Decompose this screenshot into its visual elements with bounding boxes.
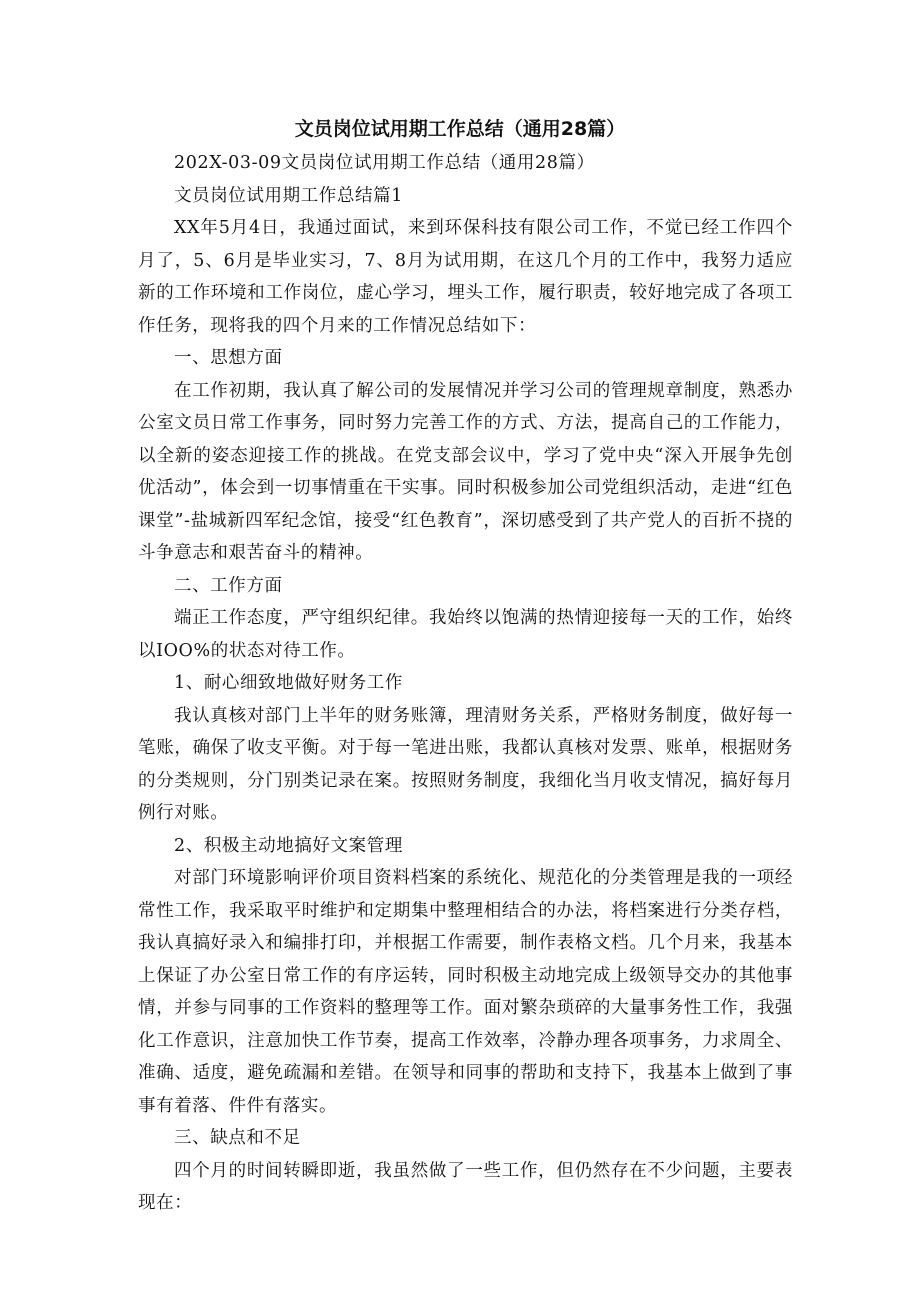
paragraph: 在工作初期，我认真了解公司的发展情况并学习公司的管理规章制度，熟悉办公室文员日常工作事务，同时努力完善工作的方式、方法，提高自己的工作能力，以全新的姿态迎接工作的挑战。在党支部会议中，学习了党中央“深入开展争先创优活动”，体会到一切事情重在干实事。同时积极参加公司党组织活动，走进“红色课堂”-盐城新四军纪念馆，接受“红色教育”，深切感受到了共产党人的百折不挠的斗争意志和艰苦奋斗的精神。 bbox=[138, 380, 793, 563]
document-title: 文员岗位试用期工作总结（通用28篇） bbox=[294, 118, 626, 140]
subheading-documents: 2、积极主动地搞好文案管理 bbox=[174, 835, 403, 856]
paragraph: 端正工作态度，严守组织纪律。我始终以饱满的热情迎接每一天的工作，始终以IOO%的状态对待工作。 bbox=[138, 608, 793, 661]
heading-work: 二、工作方面 bbox=[174, 575, 283, 596]
paragraph: XX年5月4日，我通过面试，来到环保科技有限公司工作，不觉已经工作四个月了，5、6月是毕业实习，7、8月为试用期，在这几个月的工作中，我努力适应新的工作环境和工作岗位，虚心学习，埋头工作，履行职责，较好地完成了各项工作任务，现将我的四个月来的工作情况总结如下： bbox=[138, 218, 793, 336]
heading-thought: 一、思想方面 bbox=[174, 348, 283, 368]
paragraph: 对部门环境影响评价项目资料档案的系统化、规范化的分类管理是我的一项经常性工作，我采取平时维护和定期集中整理相结合的办法，将档案进行分类存档，我认真搞好录入和编排打印，并根据工作需要，制作表格文档。几个月来，我基本上保证了办公室日常工作的有序运转，同时积极主动地完成上级领导交办的其他事情，并参与同事的工作资料的整理等工作。面对繁杂琐碎的大量事务性工作，我强化工作意识，注意加快工作节奏，提高工作效率，冷静办理各项事务，力求周全、准确、适度，避免疏漏和差错。在领导和同事的帮助和支持下，我基本上做到了事事有着落、件件有落实。 bbox=[138, 868, 793, 1116]
paragraph: 我认真核对部门上半年的财务账簿，理清财务关系，严格财务制度，做好每一笔账，确保了收支平衡。对于每一笔进出账，我都认真核对发票、账单，根据财务的分类规则，分门别类记录在案。按照财务制度，我细化当月收支情况，搞好每月例行对账。 bbox=[138, 705, 793, 823]
heading-shortcomings: 三、缺点和不足 bbox=[174, 1128, 301, 1148]
document-subtitle: 202X-03-09文员岗位试用期工作总结（通用28篇） bbox=[174, 153, 595, 173]
subheading-finance: 1、耐心细致地做好财务工作 bbox=[174, 673, 403, 693]
section-heading: 文员岗位试用期工作总结篇1 bbox=[174, 185, 403, 206]
paragraph: 四个月的时间转瞬即逝，我虽然做了一些工作，但仍然存在不少问题，主要表现在： bbox=[138, 1160, 793, 1213]
document-body bbox=[138, 147, 793, 1220]
